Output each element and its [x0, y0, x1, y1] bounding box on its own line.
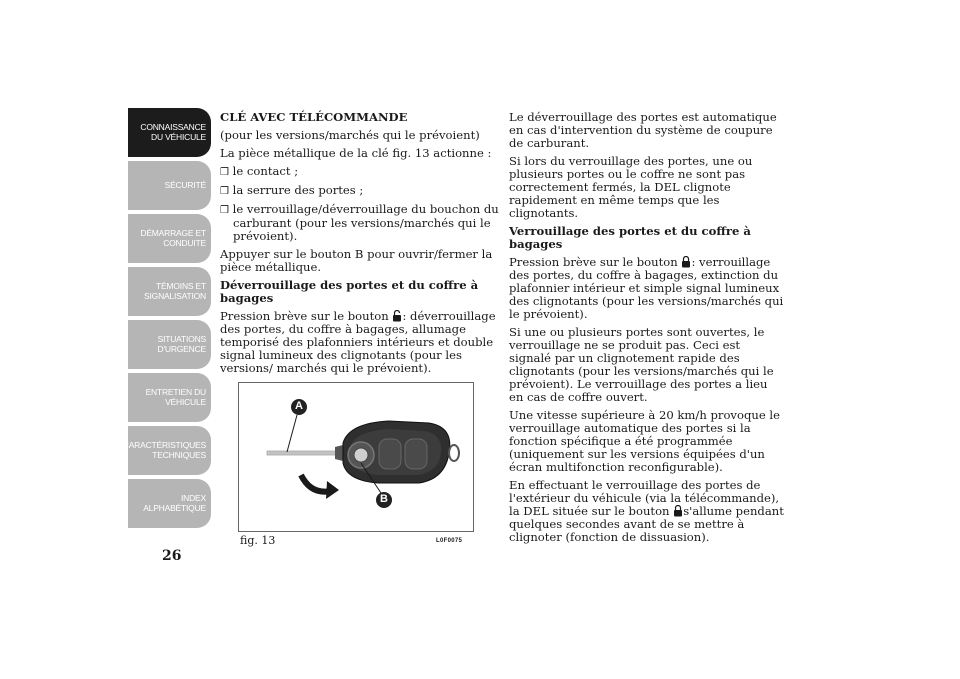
figure-label-a: A [295, 400, 303, 412]
paragraph: Une vitesse supérieure à 20 km/h provoque le verrouillage automatique des portes si la fonction spécifique a été programmée (uniquement sur les versions équipées d'un écran multifonction reconfigurable). [509, 408, 780, 474]
paragraph: Si une ou plusieurs portes sont ouvertes, le verrouillage ne se produit pas. Ceci est signalé par un clignotement rapide des clignotants (pour les versions/marchés qui le prévoient). Le verrouillage des portes a lieu en cas de coffre ouvert. [509, 325, 774, 404]
section-subtitle: (pour les versions/marchés qui le prévoient) [220, 128, 480, 142]
tab-securite[interactable]: SÉCURITÉ [128, 161, 211, 210]
key-illustration [239, 383, 473, 531]
page-number: 26 [162, 548, 182, 564]
unlock-paragraph: Pression brève sur le bouton : déverrouillage des portes, du coffre à bagages, allumage temporisé des plafonniers intérieurs et double signal lumineux des clignotants (pour les versions/ marchés qui le prévoient). [220, 309, 496, 375]
figure-caption: fig. 13 [240, 534, 276, 547]
checkbox-bullet-icon: ❒ [220, 205, 229, 216]
lock-padlock-icon [681, 256, 691, 268]
paragraph: Si lors du verrouillage des portes, une ou plusieurs portes ou le coffre ne sont pas correctement fermés, la DEL clignote rapidement en même temps que les clignotants. [509, 154, 753, 220]
intro-paragraph: La pièce métallique de la clé fig. 13 actionne : [220, 146, 492, 160]
tab-entretien-du-vehicule[interactable]: ENTRETIEN DU VÉHICULE [128, 373, 211, 422]
lock-padlock-icon [673, 505, 683, 517]
tab-demarrage-et-conduite[interactable]: DÉMARRAGE ET CONDUITE [128, 214, 211, 263]
column-left [220, 111, 500, 380]
tab-connaissance-du-vehicule[interactable]: CONNAISSANCE DU VÉHICULE [128, 108, 211, 157]
lock-heading: Verrouillage des portes et du coffre à bagages [509, 224, 751, 251]
paragraph: En effectuant le verrouillage des portes de l'extérieur du véhicule (via la télécommande), la DEL située sur le bouton s'allume pendant quelques secondes avant de se mettre à clignoter (fonction de dissuasion). [509, 478, 784, 544]
unlock-heading: Déverrouillage des portes et du coffre à bagages [220, 278, 479, 305]
tab-caracteristiques-techniques[interactable]: CARACTÉRISTIQUES TECHNIQUES [128, 426, 211, 475]
tab-index-alphabetique[interactable]: INDEX ALPHABÉTIQUE [128, 479, 211, 528]
tab-temoins-et-signalisation[interactable]: TÉMOINS ET SIGNALISATION [128, 267, 211, 316]
list-item: ❒ le verrouillage/déverrouillage du bouchon du carburant (pour les versions/marchés qui le prévoient). [220, 202, 499, 243]
checkbox-bullet-icon: ❒ [220, 167, 229, 178]
tab-situations-d-urgence[interactable]: SITUATIONS D'URGENCE [128, 320, 211, 369]
list-item: ❒ le contact ; [220, 164, 299, 178]
chapter-sidebar [122, 108, 211, 532]
checkbox-bullet-icon: ❒ [220, 186, 229, 197]
list-item: ❒ la serrure des portes ; [220, 183, 364, 197]
figure-key-remote [238, 382, 474, 532]
paragraph: Le déverrouillage des portes est automatique en cas d'intervention du système de coupure de carburant. [509, 110, 777, 150]
figure-label-b: B [380, 493, 388, 505]
unlock-padlock-icon [392, 310, 402, 322]
column-right [509, 111, 784, 549]
section-title: CLÉ AVEC TÉLÉCOMMANDE [220, 110, 408, 124]
lock-paragraph: Pression brève sur le bouton : verrouillage des portes, du coffre à bagages, extinction du plafonnier intérieur et simple signal lumineux des clignotants (pour les versions/marchés qui le prévoient). [509, 255, 784, 321]
button-b-paragraph: Appuyer sur le bouton B pour ouvrir/fermer la pièce métallique. [220, 247, 493, 274]
figure-code: L0F0075 [436, 538, 463, 544]
